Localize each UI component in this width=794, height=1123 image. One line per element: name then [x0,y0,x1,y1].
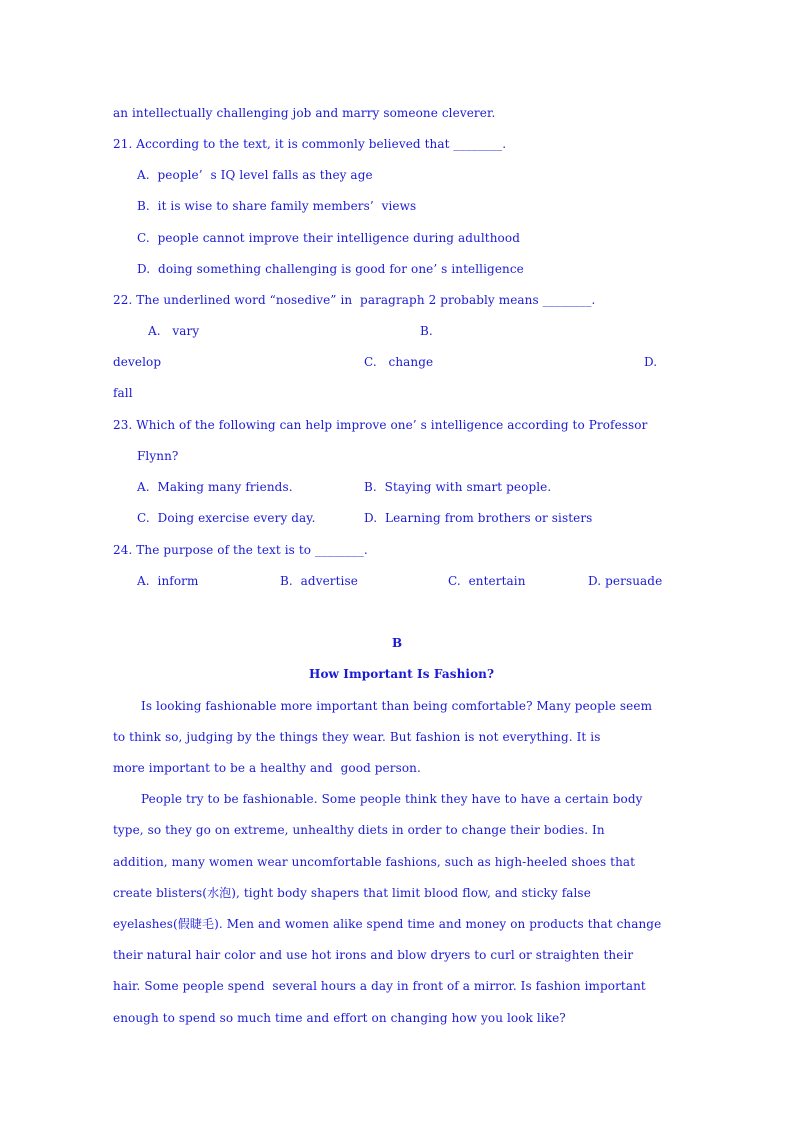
question-24-option-a: A. inform [137,574,199,588]
question-22-stem: 22. The underlined word “nosedive” in paragraph 2 probably means ________. [113,293,596,307]
question-24-option-d: D. persuade [588,574,663,588]
question-23-option-c: C. Doing exercise every day. [137,511,316,525]
question-22-option-b-text: develop [113,355,162,369]
question-21-option-a: A. people’ s IQ level falls as they age [137,168,373,182]
question-22-option-c: C. change [364,355,434,369]
question-21-stem: 21. According to the text, it is commonly believed that ________. [113,137,507,151]
question-22-option-d-letter: D. [644,355,658,369]
passage-title: How Important Is Fashion? [309,667,495,681]
paragraph-2-line-5: eyelashes(假睫毛). Men and women alike spend time and money on products that change [113,917,662,931]
question-22-option-d-text: fall [113,386,133,400]
question-22-option-a: A. vary [148,324,200,338]
question-23-option-a: A. Making many friends. [137,480,293,494]
paragraph-2-line-2: type, so they go on extreme, unhealthy diets in order to change their bodies. In [113,823,605,837]
question-21-option-c: C. people cannot improve their intelligence during adulthood [137,231,520,245]
paragraph-1-line-3: more important to be a healthy and good person. [113,761,421,775]
question-22-option-b-letter: B. [420,324,433,338]
question-21-option-d: D. doing something challenging is good for one’ s intelligence [137,262,524,276]
section-letter: B [392,636,403,650]
paragraph-1-line-1: Is looking fashionable more important than being comfortable? Many people seem [141,699,653,713]
question-23-option-d: D. Learning from brothers or sisters [364,511,593,525]
question-23-stem: 23. Which of the following can help improve one’ s intelligence according to Professor [113,418,648,432]
paragraph-2-line-7: hair. Some people spend several hours a day in front of a mirror. Is fashion important [113,979,646,993]
question-24-option-c: C. entertain [448,574,526,588]
paragraph-2-line-6: their natural hair color and use hot irons and blow dryers to curl or straighten their [113,948,634,962]
question-21-option-b: B. it is wise to share family members’ views [137,199,417,213]
question-23-stem-cont: Flynn? [137,449,179,463]
paragraph-2-line-8: enough to spend so much time and effort on changing how you look like? [113,1011,566,1025]
question-23-option-b: B. Staying with smart people. [364,480,552,494]
question-24-stem: 24. The purpose of the text is to ________. [113,543,368,557]
paragraph-2-line-4: create blisters(水泡), tight body shapers that limit blood flow, and sticky false [113,886,591,900]
paragraph-1-line-2: to think so, judging by the things they wear. But fashion is not everything. It is [113,730,601,744]
paragraph-2-line-3: addition, many women wear uncomfortable fashions, such as high-heeled shoes that [113,855,636,869]
passage-continuation: an intellectually challenging job and marry someone cleverer. [113,106,496,120]
question-24-option-b: B. advertise [280,574,358,588]
paragraph-2-line-1: People try to be fashionable. Some people think they have to have a certain body [141,792,643,806]
